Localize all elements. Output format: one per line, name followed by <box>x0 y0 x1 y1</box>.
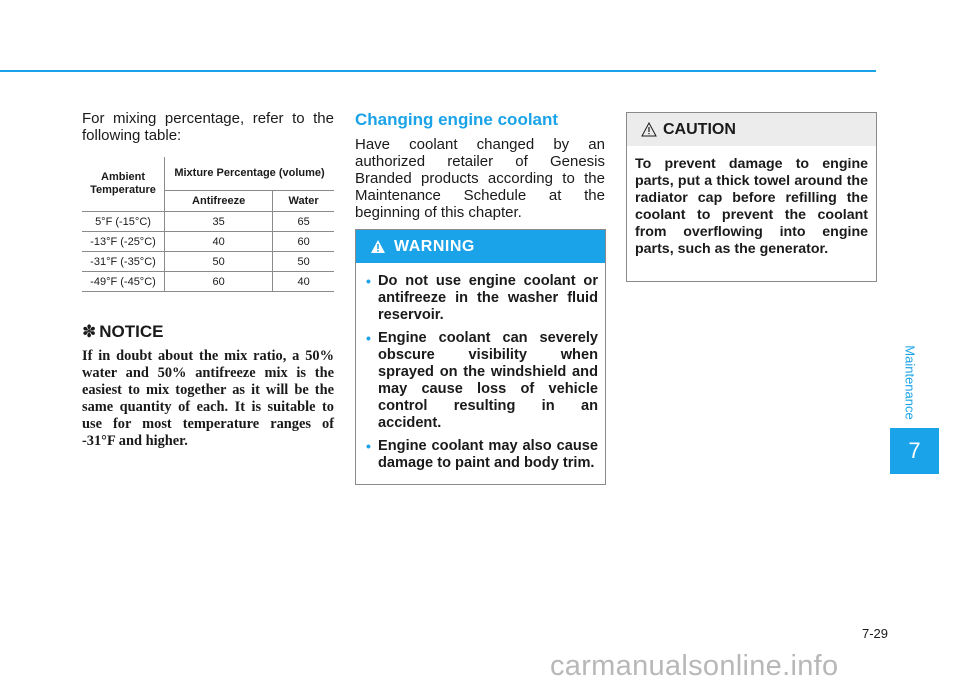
caution-header <box>627 113 876 146</box>
bullet-icon: • <box>366 438 371 454</box>
notice-star-icon: ✽ <box>82 322 97 341</box>
cell-antifreeze: 60 <box>165 272 273 292</box>
list-item <box>366 438 598 472</box>
cell-temperature: 5°F (-15°C) <box>82 212 165 232</box>
caution-text: To prevent damage to engine parts, put a thick towel around the radiator cap before refilling the coolant to prevent the coolant from overflowing into engine parts, such as the generator. <box>635 156 868 257</box>
top-rule <box>0 70 876 72</box>
list-item <box>366 330 598 432</box>
cell-water: 60 <box>273 232 334 252</box>
header-ambient: Ambient Temperature <box>82 157 165 212</box>
table-row <box>82 252 334 272</box>
notice-title: NOTICE <box>99 322 164 341</box>
section-name: Maintenance <box>902 345 918 420</box>
header-mixture: Mixture Percentage (volume) <box>165 157 335 191</box>
warning-item-text: Do not use engine coolant or antifreeze in the washer fluid reservoir. <box>378 273 598 323</box>
warning-list <box>356 273 605 472</box>
table-row <box>82 232 334 252</box>
notice-body: If in doubt about the mix ratio, a 50% water and 50% antifreeze mix is the easiest to mix together as it will be the same quantity of each. It is suitable to use for most temperature ranges of -31°F and higher. <box>82 348 334 449</box>
bullet-icon: • <box>366 330 371 346</box>
header-antifreeze: Antifreeze <box>165 191 273 212</box>
caution-triangle-icon <box>641 122 657 137</box>
cell-antifreeze: 40 <box>165 232 273 252</box>
cell-antifreeze: 35 <box>165 212 273 232</box>
cell-water: 40 <box>273 272 334 292</box>
warning-header <box>356 230 605 263</box>
section-side-label <box>898 340 922 425</box>
caution-box <box>626 112 877 282</box>
mixture-table <box>82 157 334 292</box>
cell-temperature: -31°F (-35°C) <box>82 252 165 272</box>
header-water: Water <box>273 191 334 212</box>
list-item <box>366 273 598 324</box>
cell-antifreeze: 50 <box>165 252 273 272</box>
notice-heading <box>82 322 334 342</box>
chapter-tab: 7 <box>890 428 939 474</box>
warning-triangle-icon <box>370 239 386 254</box>
bullet-icon: • <box>366 273 371 289</box>
warning-title: WARNING <box>394 237 475 255</box>
warning-item-text: Engine coolant can severely obscure visibility when sprayed on the windshield and may cause loss of vehicle control resulting in an accident. <box>378 330 598 431</box>
table-header-row <box>82 157 334 191</box>
section-body: Have coolant changed by an authorized retailer of Genesis Branded products according to the Maintenance Schedule at the beginning of this chapter. <box>355 136 605 221</box>
warning-box <box>355 229 606 485</box>
cell-temperature: -13°F (-25°C) <box>82 232 165 252</box>
cell-water: 50 <box>273 252 334 272</box>
cell-temperature: -49°F (-45°C) <box>82 272 165 292</box>
warning-item-text: Engine coolant may also cause damage to paint and body trim. <box>378 438 598 471</box>
page-number: 7-29 <box>861 626 888 641</box>
watermark: carmanualsonline.info <box>550 650 839 682</box>
intro-text: For mixing percentage, refer to the following table: <box>82 110 334 144</box>
table-row <box>82 272 334 292</box>
column-left <box>82 110 334 450</box>
table-row <box>82 212 334 232</box>
cell-water: 65 <box>273 212 334 232</box>
caution-title: CAUTION <box>663 120 736 138</box>
column-middle <box>355 110 605 221</box>
section-heading: Changing engine coolant <box>355 110 559 129</box>
